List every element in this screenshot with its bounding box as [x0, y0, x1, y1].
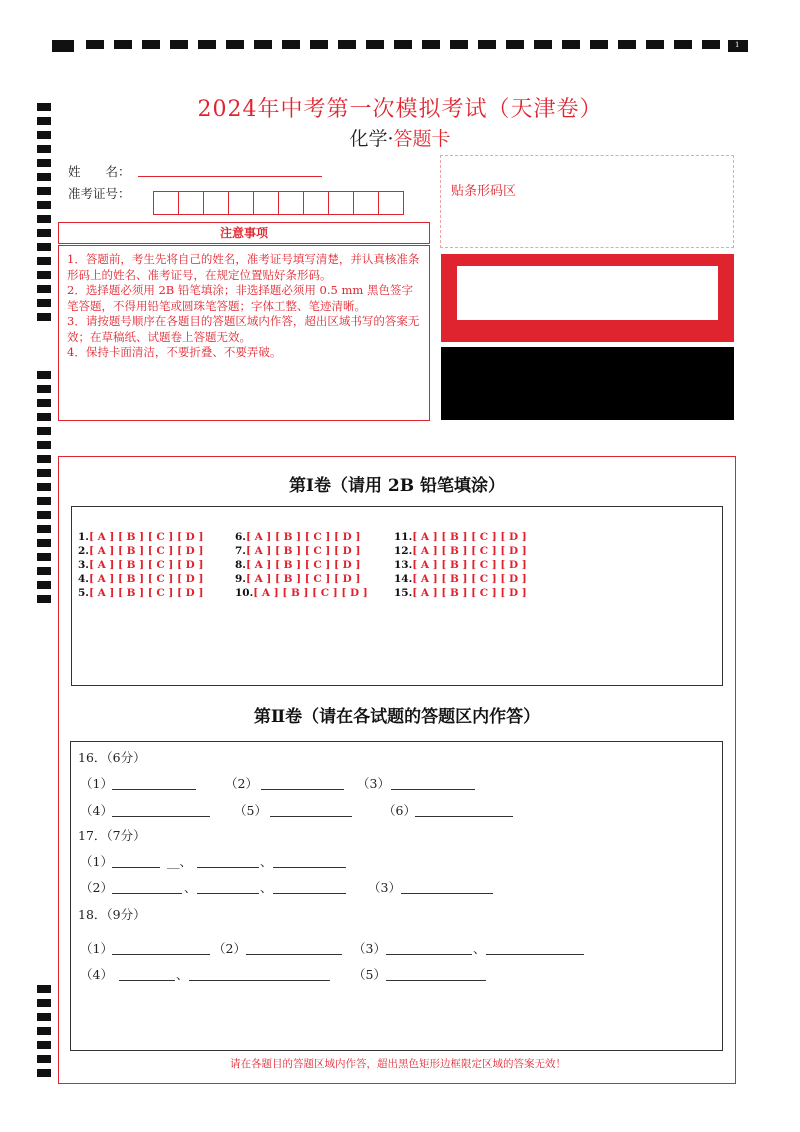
q17-part-3-label: （3） [368, 880, 401, 895]
mc-question-row[interactable]: 3.[ A ] [ B ] [ C ] [ D ] [78, 559, 204, 571]
exam-id-digit-box[interactable] [378, 191, 404, 215]
name-label: 姓 名： [68, 164, 131, 179]
mc-question-row[interactable]: 11.[ A ] [ B ] [ C ] [ D ] [394, 531, 527, 543]
q17-answer-2c[interactable] [273, 893, 346, 894]
q17-label: 17．（7分） [78, 828, 146, 843]
q17-separator: 、 [184, 880, 197, 895]
exam-id-digit-box[interactable] [328, 191, 354, 215]
q17-answer-2b[interactable] [197, 893, 259, 894]
subtitle-subject: 化学· [349, 128, 394, 150]
q18-part-3-label: （3） [353, 941, 386, 956]
q17-separator: 、 [260, 854, 273, 869]
q18-answer-4b[interactable] [189, 980, 330, 981]
page-subtitle [0, 124, 800, 151]
q16-part-5-label: （5） [234, 803, 267, 818]
q18-answer-2[interactable] [246, 954, 342, 955]
q18-label: 18．（9分） [78, 907, 146, 922]
section2-title: 第Ⅱ卷（请在各试题的答题区内作答） [253, 707, 541, 727]
q16-part-6-label: （6） [383, 803, 416, 818]
violation-mark-box [441, 347, 734, 420]
q17-answer-1a[interactable] [112, 867, 160, 868]
mc-question-row[interactable]: 1.[ A ] [ B ] [ C ] [ D ] [78, 531, 204, 543]
mc-question-row[interactable]: 15.[ A ] [ B ] [ C ] [ D ] [394, 587, 527, 599]
mc-column-3 [394, 530, 527, 600]
mc-question-row[interactable]: 4.[ A ] [ B ] [ C ] [ D ] [78, 573, 204, 585]
q18-answer-5[interactable] [386, 980, 486, 981]
q16-answer-6[interactable] [415, 816, 513, 817]
name-field[interactable] [138, 160, 322, 177]
section1-title: 第Ⅰ卷（请用 2B 铅笔填涂） [289, 476, 505, 496]
q16-answer-2[interactable] [261, 789, 344, 790]
exam-id-digit-box[interactable] [253, 191, 279, 215]
mc-question-row[interactable]: 13.[ A ] [ B ] [ C ] [ D ] [394, 559, 527, 571]
q18-answer-3a[interactable] [386, 954, 472, 955]
absent-mark-area[interactable] [457, 266, 718, 320]
q17-separator: 、 [260, 880, 273, 895]
notice-box [58, 245, 430, 421]
q16-answer-3[interactable] [391, 789, 475, 790]
q16-part-2-label: （2） [225, 776, 258, 791]
mc-question-row[interactable]: 14.[ A ] [ B ] [ C ] [ D ] [394, 573, 527, 585]
notice-item: 3．请按题号顺序在各题目的答题区域内作答，超出区域书写的答案无效；在草稿纸、试题卷上答题无效。 [67, 314, 420, 344]
footer-note: 请在各题目的答题区域内作答，超出黑色矩形边框限定区域的答案无效！ [230, 1058, 566, 1070]
notice-item: 4．保持卡面清洁，不要折叠、不要弄破。 [67, 345, 282, 359]
exam-id-label: 准考证号： [68, 186, 131, 201]
exam-id-digit-box[interactable] [178, 191, 204, 215]
mc-question-row[interactable]: 9.[ A ] [ B ] [ C ] [ D ] [235, 573, 361, 585]
exam-id-digit-box[interactable] [303, 191, 329, 215]
q18-part-2-label: （2） [213, 941, 246, 956]
mc-question-row[interactable]: 8.[ A ] [ B ] [ C ] [ D ] [235, 559, 361, 571]
exam-id-digit-box[interactable] [203, 191, 229, 215]
page-number: 1 [735, 41, 740, 49]
q16-part-4-label: （4） [80, 803, 113, 818]
q18-part-4-label: （4） [80, 967, 113, 982]
q18-answer-3b[interactable] [486, 954, 584, 955]
subtitle-card: 答题卡 [393, 128, 451, 150]
q17-answer-1b[interactable] [197, 867, 259, 868]
absent-mark-frame [441, 254, 734, 342]
q18-separator: 、 [176, 967, 189, 982]
notice-item: 2．选择题必须用 2B 铅笔填涂；非选择题必须用 0.5 mm 黑色签字笔答题，不得用铅笔或圆珠笔答题；字体工整、笔迹清晰。 [67, 283, 413, 313]
exam-id-digit-box[interactable] [278, 191, 304, 215]
q17-part-1-label: （1） [80, 854, 113, 869]
q18-part-1-label: （1） [80, 941, 113, 956]
q16-label: 16．（6分） [78, 750, 146, 765]
mc-question-row[interactable]: 2.[ A ] [ B ] [ C ] [ D ] [78, 545, 204, 557]
q16-answer-1[interactable] [112, 789, 196, 790]
notice-heading: 注意事项 [58, 222, 430, 244]
q17-part-2-label: （2） [80, 880, 113, 895]
q17-answer-1c[interactable] [273, 867, 346, 868]
q16-answer-4[interactable] [112, 816, 210, 817]
mc-column-2 [235, 530, 368, 600]
mc-question-row[interactable]: 6.[ A ] [ B ] [ C ] [ D ] [235, 531, 361, 543]
page-title: 2024年中考第一次模拟考试（天津卷） [197, 97, 603, 122]
mc-question-row[interactable]: 10.[ A ] [ B ] [ C ] [ D ] [235, 587, 368, 599]
q18-separator: 、 [473, 941, 486, 956]
mc-column-1 [78, 530, 203, 600]
exam-id-digit-box[interactable] [153, 191, 179, 215]
mc-question-row[interactable]: 7.[ A ] [ B ] [ C ] [ D ] [235, 545, 361, 557]
q18-answer-4a[interactable] [119, 980, 175, 981]
q18-part-5-label: （5） [353, 967, 386, 982]
exam-id-boxes[interactable] [153, 191, 403, 215]
q16-part-3-label: （3） [357, 776, 390, 791]
mc-question-row[interactable]: 12.[ A ] [ B ] [ C ] [ D ] [394, 545, 527, 557]
q16-answer-5[interactable] [270, 816, 352, 817]
notice-item: 1．答题前，考生先将自己的姓名，准考证号填写清楚，并认真核准条形码上的姓名、准考证号，在规定位置贴好条形码。 [67, 252, 420, 282]
exam-id-digit-box[interactable] [353, 191, 379, 215]
free-response-box [70, 741, 723, 1051]
q17-answer-3[interactable] [401, 893, 493, 894]
exam-id-digit-box[interactable] [228, 191, 254, 215]
q17-separator: __、 [167, 854, 193, 869]
q16-part-1-label: （1） [80, 776, 113, 791]
mc-question-row[interactable]: 5.[ A ] [ B ] [ C ] [ D ] [78, 587, 204, 599]
q17-answer-2a[interactable] [112, 893, 182, 894]
barcode-label: 贴条形码区 [451, 184, 517, 199]
barcode-area [440, 155, 734, 248]
q18-answer-1[interactable] [112, 954, 210, 955]
